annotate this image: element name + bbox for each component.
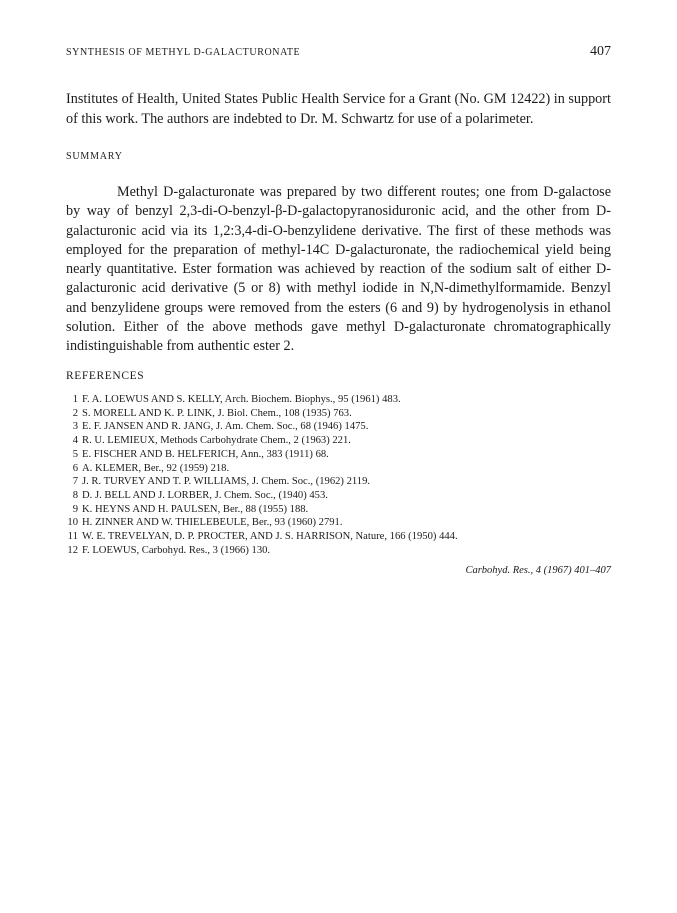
reference-item [66, 475, 611, 489]
reference-item [66, 462, 611, 476]
reference-number: 8 [72, 489, 78, 501]
reference-text: R. U. LEMIEUX, Methods Carbohydrate Chem., 2 (1963) 221. [82, 435, 351, 447]
running-title: SYNTHESIS OF METHYL D-GALACTURONATE [66, 47, 301, 58]
page-number: 407 [590, 44, 611, 59]
reference-item [66, 544, 611, 558]
reference-number: 4 [72, 435, 78, 447]
reference-item [66, 503, 611, 517]
reference-text: F. LOEWUS, Carbohyd. Res., 3 (1966) 130. [82, 544, 271, 556]
reference-number: 7 [72, 476, 78, 488]
reference-text: D. J. BELL AND J. LORBER, J. Chem. Soc., (1940) 453. [82, 489, 328, 501]
reference-item [66, 407, 611, 421]
reference-number: 12 [67, 544, 78, 556]
reference-text: F. A. LOEWUS AND S. KELLY, Arch. Biochem. Biophys., 95 (1961) 483. [82, 394, 401, 405]
reference-item [66, 516, 611, 530]
reference-text: E. FISCHER AND B. HELFERICH, Ann., 383 (1911) 68. [82, 448, 329, 460]
running-header [66, 44, 611, 64]
reference-item [66, 489, 611, 503]
summary-text: Methyl D-galacturonate was prepared by two different routes; one from D-galactose by way of benzyl 2,3-di-O-benzyl-β-D-galactopyranosiduronic acid, and the other from D-galacturonic acid via its 1,2:3,4-di-O-benzylidene derivative. The first of these methods was employed for the preparation of methyl-14C D-galacturonate, the radiochemical yield being nearly quantitative. Ester formation was achieved by reaction of the sodium salt of either D-galacturonic acid derivative (5 or 8) with methyl iodide in N,N-dimethylformamide. Benzyl and benzylidene groups were removed from the esters (6 and 9) by hydrogenolysis in ethanol solution. Either of the above methods gave methyl D-galacturonate chromatographically indistinguishable from authentic ester 2. [66, 184, 611, 355]
reference-item [66, 393, 611, 407]
reference-number: 11 [67, 531, 78, 543]
reference-number: 2 [72, 407, 78, 419]
reference-number: 1 [72, 394, 78, 405]
references-list [66, 393, 611, 557]
reference-number: 10 [67, 517, 78, 529]
reference-number: 9 [72, 503, 78, 515]
references-heading: REFERENCES [66, 370, 145, 382]
reference-number: 6 [72, 462, 78, 474]
summary-heading: SUMMARY [66, 151, 123, 162]
summary-paragraph [66, 183, 611, 357]
reference-item [66, 434, 611, 448]
reference-text: W. E. TREVELYAN, D. P. PROCTER, AND J. S. HARRISON, Nature, 166 (1950) 444. [82, 531, 458, 543]
reference-item [66, 420, 611, 434]
reference-text: K. HEYNS AND H. PAULSEN, Ber., 88 (1955) 188. [82, 503, 309, 515]
reference-text: A. KLEMER, Ber., 92 (1959) 218. [82, 462, 230, 474]
reference-number: 3 [72, 421, 78, 433]
reference-text: S. MORELL AND K. P. LINK, J. Biol. Chem., 108 (1935) 763. [82, 407, 352, 419]
reference-text: H. ZINNER AND W. THIELEBEULE, Ber., 93 (1960) 2791. [82, 517, 343, 529]
reference-item [66, 448, 611, 462]
reference-number: 5 [72, 448, 78, 460]
reference-text: E. F. JANSEN AND R. JANG, J. Am. Chem. Soc., 68 (1946) 1475. [82, 421, 369, 433]
reference-text: J. R. TURVEY AND T. P. WILLIAMS, J. Chem. Soc., (1962) 2119. [82, 476, 371, 488]
journal-citation-footer: Carbohyd. Res., 4 (1967) 401–407 [465, 565, 611, 576]
acknowledgement-paragraph: Institutes of Health, United States Public Health Service for a Grant (No. GM 12422) in support of this work. The authors are indebted to Dr. M. Schwartz for use of a polarimeter. [66, 91, 611, 127]
reference-item [66, 530, 611, 544]
